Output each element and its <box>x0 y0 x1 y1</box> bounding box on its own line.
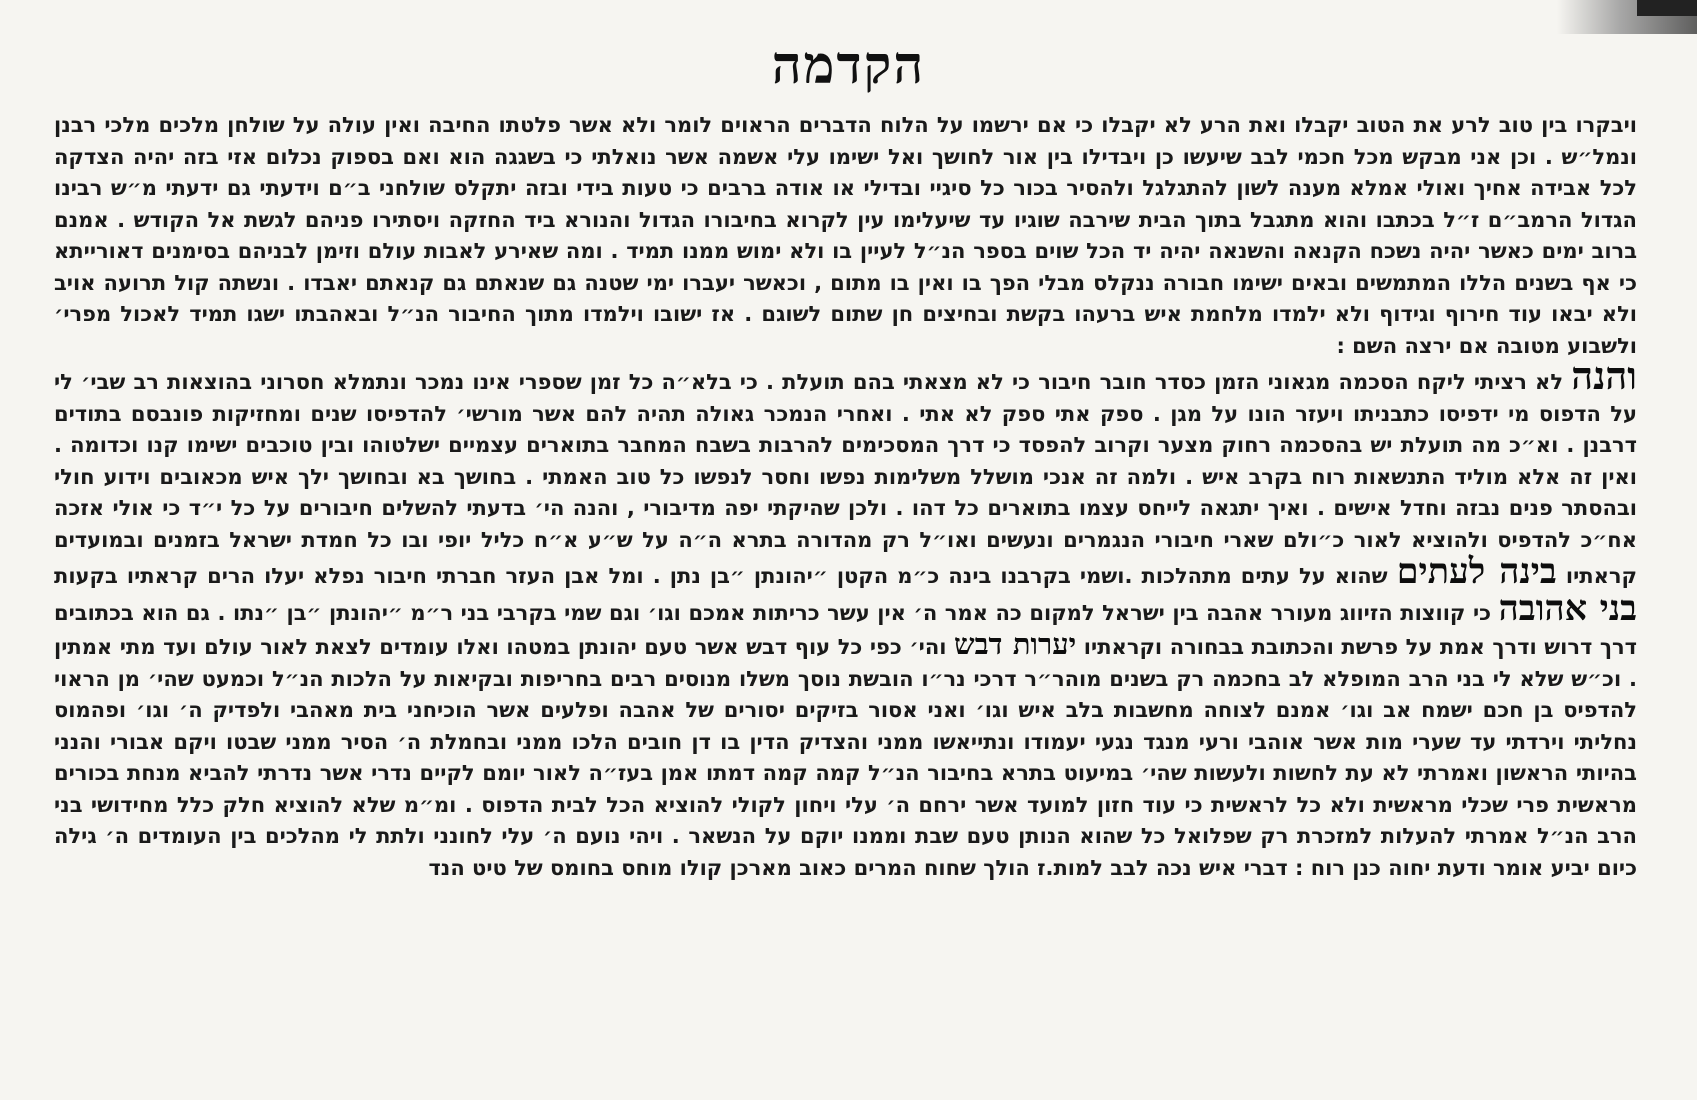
document-body <box>54 110 1637 1080</box>
page-title: הקדמה <box>771 35 926 96</box>
book-title-yaarot-dvash: יערות דבש <box>954 627 1077 661</box>
second-paragraph-text-2: שהוא על עתים מתהלכות .ושמי בקרבנו בינה כ״מ הקטן ״יהונתן ״בן נתן . ומל אבן העזר חברתי חיבור נפלא יעלו הרים קראתיו בקעות <box>54 564 1388 588</box>
book-title-bnei-ahuva: בני אהובה <box>1498 587 1637 629</box>
second-paragraph-text-1: לא רציתי ליקח הסכמה מגאוני הזמן כסדר חובר חיבור כי לא מצאתי בהם תועלת . כי בלא״ה כל זמן שספרי אינו נמכר ונתמלא חסרוני בהוצאות רב שבי׳ לי על הדפוס מי ידפיסו כתבניתו ויעזר הונו על מגן . ספק אתי ספק לא אתי . ואחרי הנמכר גאולה תהיה להם אשר מורשי׳ להדפיסו שנים ומחזיקות פונבסם בתודים דרבנן . וא״כ מה תועלת יש בהסכמה רחוק מצער וקרוב להפסד כי דרך המסכימים להרבות בשבח המחבר בתוארים עצמיים ישלטוהו ובין טוכבים ישימו קנו וכדומה . ואין זה אלא מוליד התנשאות רוח בקרב איש . ולמה זה אנכי מושלל משלימות נפשו וחסר לנפשו כל טוב האמתי . בחושך בא ובחושך ילך איש מכאובים וידוע חולי ובהסתר פנים נבזה וחדל אישים . ואיך יתגאה לייחס עצמו בתוארים כל דהו . ולכן שהיקתי יפה מדיבורי , והנה הי׳ בדעתי להשלים חיבורים על כל י״ד כי אולי אזכה אח״כ להדפיס ולהוציא לאור כ״ולם שארי חיבורי הנגמרים ונעשים ואו״ל רק מהדורה בתרא ה״ה על ש״ע א״ח כליל יופי ובו כל חמדת ישראל בזמנים ובמועדים קראתיו <box>54 370 1637 588</box>
book-title-bina-leitim: בינה לעתים <box>1396 551 1557 592</box>
second-paragraph <box>54 353 1637 884</box>
intro-paragraph: ויבקרו בין טוב לרע את הטוב יקבלו ואת הרע לא יקבלו כי אם ירשמו על הלוח הדברים הראוים לומר ולא אשר פלטתו החיבה ואין עולה על שולחן מלכים מלכי רבנן ונמל״ש . וכן אני מבקש מכל חכמי לבב שיעשו כן ויבדילו בין אור לחושך ואל ישימו עלי אשמה אשר נואלתי כי בשגגה הוא ואם בספוק נכלום אזי בזה יהיה הצדקה לכל אבידה אחיך ואולי אמלא מענה לשון להתגלגל ולהסיר בכור כל סיגיי ובדילי או אודה ברבים כי טעות בידי ובזה יתקלס שולחני ב״ם וידעתי גם ידעתי מ״ש רבינו הגדול הרמב״ם ז״ל בכתבו והוא מתגבל בתוך הבית שירבה שוגיו עד שיעלימו עין לקרוא בחיבורו הגדול והנורא ביד החזקה ויסתירו פניהם לגשת אל הקודש . אמנם ברוב ימים כאשר יהיה נשכח הקנאה והשנאה יהיה יד הכל שוים בספר הנ״ל לעיין בו ולא ימוש ממנו תמיד . ומה שאירע לאבות עולם וזימן לבניהם בסימנים דאורייתא כי אף בשנים הללו המתמשים ובאים ישימו חבורה ננקלס מבלי הפך בו ואין בו מתום , וכאשר יעברו ימי שטנה גם שנאתם גם קנאתם יאבדו . ונשתה קול תרועה אויב ולא יבאו עוד חירוף וגידוף ולא ילמדו מלחמת איש ברעהו בקשת ובחיצים חן שתום לשוגם . אז ישובו וילמדו מתוך החיבור הנ״ל ובאהבתו ישגו תמיד לאכול מפרי׳ ולשבוע מטובה אם ירצה השם : <box>54 113 1637 358</box>
scan-corner-edge <box>1637 0 1697 16</box>
lead-word: והנה <box>1571 353 1637 398</box>
second-paragraph-text-4: והי׳ כפי כל עוף דבש אשר טעם יהונתן במטהו ואלו עומדים לצאת לאור עולם ועד מתי אמתין . וכ״ש שלא לי בני הרב המופלא לב בחכמה רק בשנים מוהר״ר דרכי נר״ו הובשת נוסך משלו מנוסים רבים בחריפות ובקיאות על הלכות הנ״ל וכמעט שהי׳ מן הראוי להדפיס בן חכם ישמח אב וגו׳ אמנם לצוחה מחשבות בלב איש וגו׳ ואני אסור בזיקים יסורים של אהבה ופלעים אשר הוכיחני בית מאהבי ולפדיק ה׳ וגו׳ ופהמוס נחליתי וירדתי עד שערי מות אשר אוהבי ורעי מנגד נגעי יעמודו ונתייאשו ממני והצדיק הדין בו דן חובים הלכו ממני ובחמלת ה׳ הסיר ממני שבטו ויקם אבורי והנני בהיותי הראשון ואמרתי לא עת לחשות ולעשות שהי׳ במיעוט בתרא בחיבור הנ״ל קמה קמה דמתו אמן בעז״ה לאור יומם לקיים נדרי אשר נדרתי להביא מנחת בכורים מראשית פרי שכלי מראשית ולא כל לראשית כי עוד חזון למועד אשר ירחם ה׳ עלי ויחון לקולי להוציא הכל לבית הדפוס . ומ״מ שלא להוציא חלק כלל מחידושי בני הרב הנ״ל אמרתי להעלות למזכרת רק שפלואל כל שהוא הנותן טעם שבת וממנו יוקם על הנשאר . ויהי נועם ה׳ עלי לחונני ולתת לי מהלכים בין העומדים ה׳ גילה כיום יביע אומר ודעת יחוה כנן רוח : דברי איש נכה לבב למות.ז הולך שחוח המרים כאוב מארכן קולו מוחס בחומס של טיט הנד <box>54 635 1637 880</box>
second-paragraph-text-3: כי קווצות הזיווג מעורר אהבה בין ישראל למקום כה אמר ה׳ אין עשר כריתות אמכם וגו׳ וגם שמי בקרבי בני ר״מ ״יהונתן ״בן ״נתו . גם הוא בכתובים דרך דרוש ודרך אמת על פרשת והכתובת בבחורה וקראתיו <box>54 600 1637 659</box>
